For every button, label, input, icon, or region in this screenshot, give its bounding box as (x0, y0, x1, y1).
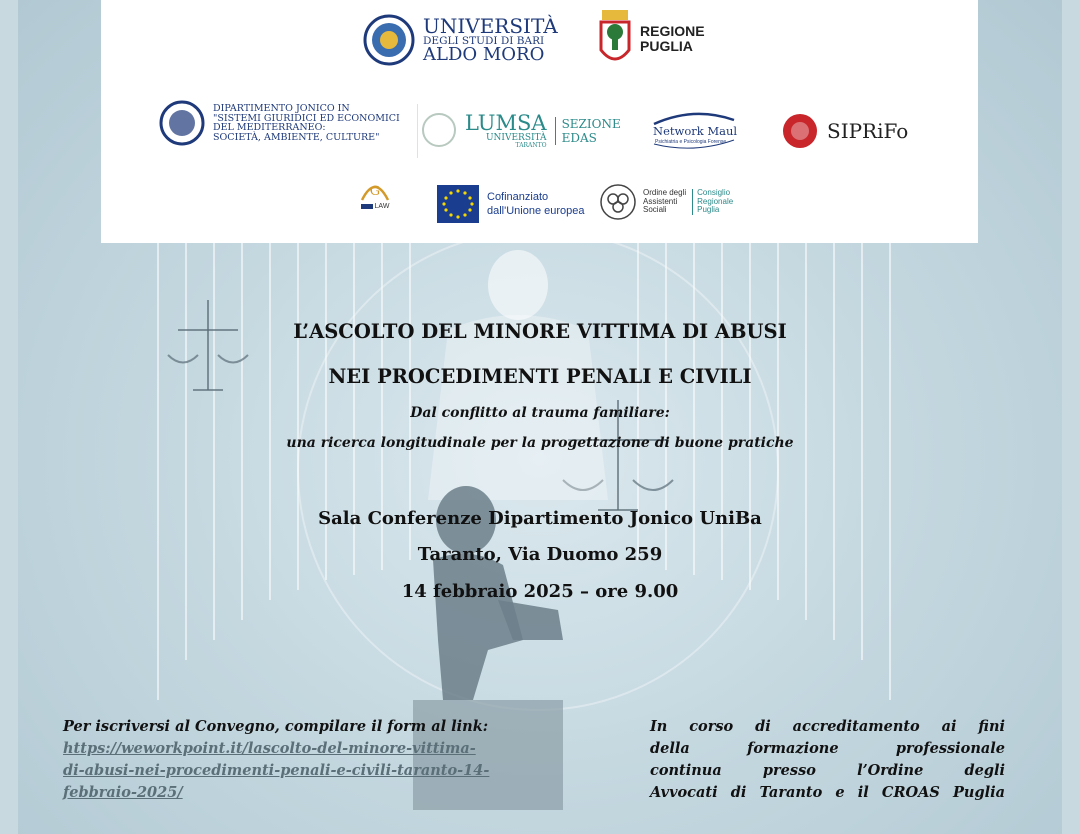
dipartimento-jonico-logo (159, 100, 400, 146)
uniba-line3: ALDO MORO (423, 44, 545, 66)
lumsa-city: TARANTO (515, 142, 547, 149)
ordine-line1: Ordine degli (643, 187, 687, 197)
registration-link-line2: di-abusi-nei-procedimenti-penali-e-civili-taranto-14- (63, 762, 490, 779)
registration-link-line3: febbraio-2025/ (63, 784, 183, 801)
glaw-bar-icon (361, 204, 373, 209)
ordine-r3: Puglia (697, 205, 720, 215)
regione-line1: REGIONE (640, 22, 705, 39)
registration-link-line1: https://weworkpoint.it/lascolto-del-minore-vittima- (63, 740, 476, 757)
lumsa-name: LUMSA (465, 111, 547, 135)
lumsa-logo (417, 104, 621, 158)
network-maul-sub: Psichiatria e Psicologia Forense (655, 139, 727, 145)
registration-block (63, 716, 553, 804)
uniba-logo (363, 14, 558, 66)
eu-line1: Cofinanziato (487, 190, 549, 203)
glaw-logo (358, 178, 392, 210)
glaw-letter: G (369, 184, 381, 199)
eu-cofinanziato-logo (437, 185, 585, 223)
registration-link[interactable] (63, 740, 489, 801)
event-venue: Sala Conferenze Dipartimento Jonico UniBa (318, 508, 762, 529)
ordine-r1: Consiglio (697, 187, 731, 197)
event-title-line2: NEI PROCEDIMENTI PENALI E CIVILI (328, 365, 752, 388)
ordine-line2: Assistenti (643, 196, 678, 206)
ordine-line3: Sociali (643, 205, 667, 215)
siprifo-logo (781, 112, 908, 150)
uniba-line1: UNIVERSITÀ (423, 13, 558, 38)
dipartimento-seal-icon (159, 100, 205, 146)
accreditation-line4: Avvocati di Taranto e il CROAS Puglia (650, 784, 1005, 801)
network-maul-name: Network Maul (653, 124, 738, 138)
event-datetime: 14 febbraio 2025 – ore 9.00 (401, 581, 679, 602)
network-maul-logo (649, 110, 739, 150)
lumsa-sub: UNIVERSITÀ (485, 133, 547, 143)
dip-line3: DEL MEDITERRANEO: (213, 122, 326, 133)
uniba-seal-icon (363, 14, 415, 66)
ordine-r2: Regionale (697, 196, 734, 206)
event-title-line1: L’ASCOLTO DEL MINORE VITTIMA DI ABUSI (293, 320, 787, 343)
ordine-assistenti-sociali-logo (599, 183, 733, 221)
eu-line2: dall'Unione europea (487, 205, 585, 217)
eu-flag-icon (437, 185, 479, 223)
event-subtitle-line1: Dal conflitto al trauma familiare: (410, 405, 670, 421)
accreditation-line3: continua presso l’Ordine degli (650, 762, 1005, 779)
event-subtitle-line2: una ricerca longitudinale per la progettazione di buone pratiche (286, 435, 794, 451)
accreditation-line2: della formazione professionale (650, 740, 1005, 757)
lumsa-seal-icon (417, 104, 457, 158)
dip-line1: DIPARTIMENTO JONICO IN (213, 103, 350, 114)
ordine-emblem-icon (599, 183, 637, 221)
lumsa-sezione: SEZIONE (561, 116, 621, 131)
accreditation-line1: In corso di accreditamento ai fini (650, 718, 1005, 735)
registration-text: Per iscriversi al Convegno, compilare il form al link: (63, 718, 489, 735)
regione-line2: PUGLIA (640, 38, 693, 54)
logo-band (101, 0, 978, 243)
regione-puglia-crest-icon (598, 8, 632, 70)
lumsa-edas: EDAS (561, 131, 597, 145)
accreditation-block (650, 716, 1005, 804)
regione-puglia-logo (598, 8, 705, 70)
dip-line2: "SISTEMI GIURIDICI ED ECONOMICI (213, 112, 400, 124)
uniba-line2: DEGLI STUDI DI BARI (423, 34, 545, 47)
dip-line4: SOCIETÀ, AMBIENTE, CULTURE" (213, 131, 380, 143)
event-address: Taranto, Via Duomo 259 (417, 544, 663, 565)
siprifo-emblem-icon (781, 112, 819, 150)
siprifo-name: SIPRiFo (827, 119, 909, 143)
glaw-label: LAW (374, 203, 390, 210)
